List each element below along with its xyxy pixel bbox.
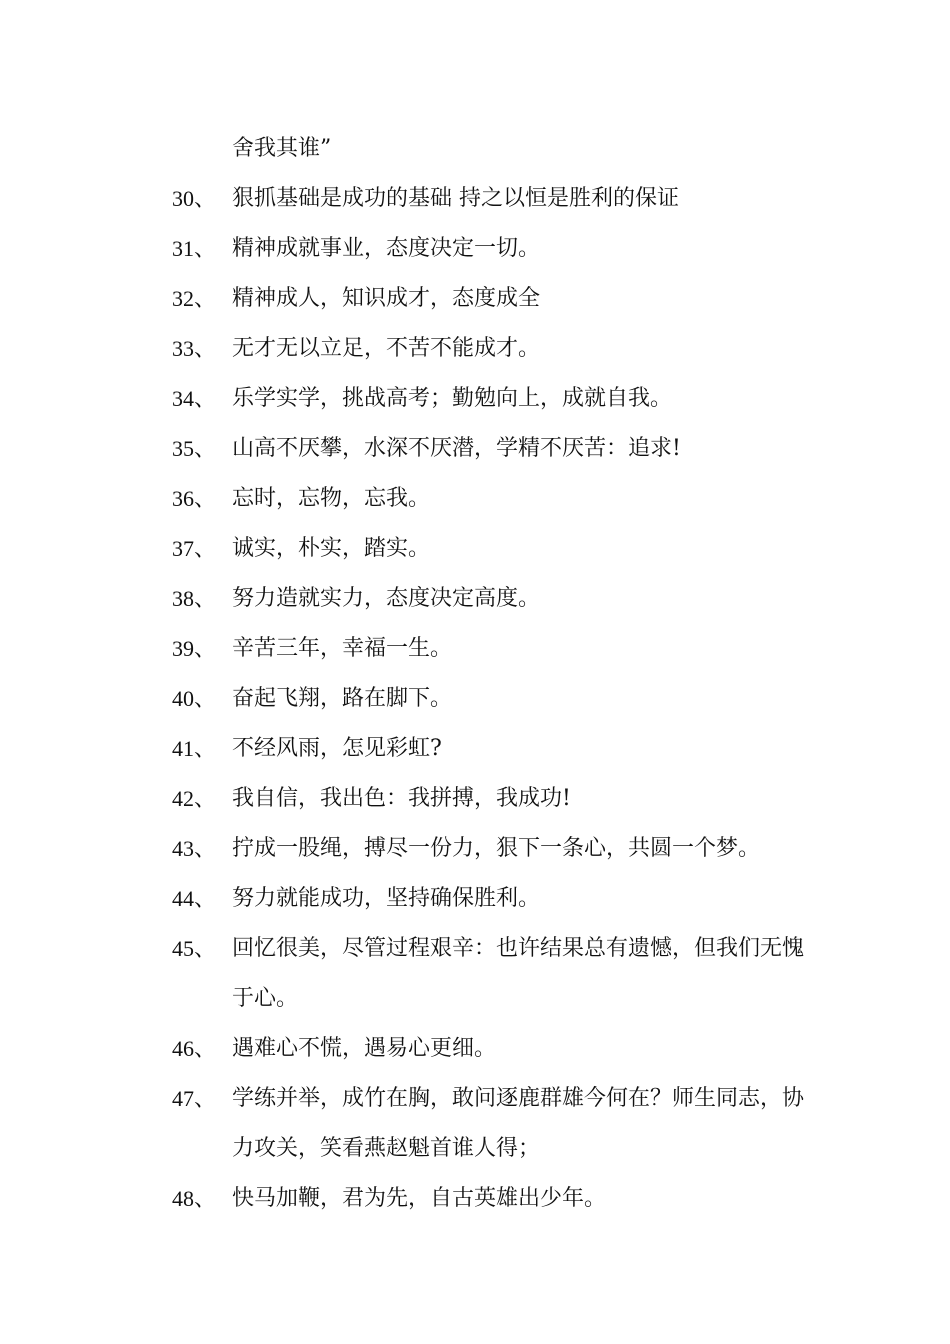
list-item-number: 41、 <box>172 736 217 761</box>
list-item-text: 遇难心不慌，遇易心更细。 <box>232 1036 497 1061</box>
list-item-text: 辛苦三年，幸福一生。 <box>232 636 453 661</box>
list-item-number: 39、 <box>172 636 217 661</box>
list-item-text: 我自信，我出色：我拼搏，我成功! <box>232 786 571 811</box>
list-item <box>172 524 822 574</box>
list-item <box>172 924 822 1024</box>
list-item-text: 诚实，朴实，踏实。 <box>232 536 431 561</box>
list-item <box>172 174 822 224</box>
list-item <box>172 374 822 424</box>
list-item <box>172 1024 822 1074</box>
list-item <box>172 624 822 674</box>
list-item <box>172 1074 822 1174</box>
slogan-list <box>172 124 822 1224</box>
list-item <box>172 424 822 474</box>
list-item <box>172 774 822 824</box>
list-item <box>172 1174 822 1224</box>
list-item <box>172 724 822 774</box>
list-item-number: 45、 <box>172 936 217 961</box>
list-item-number: 44、 <box>172 886 217 911</box>
list-item <box>172 324 822 374</box>
list-item-number: 32、 <box>172 286 217 311</box>
list-item-text: 拧成一股绳，搏尽一份力，狠下一条心，共圆一个梦。 <box>232 836 761 861</box>
list-item-text: 学练并举，成竹在胸，敢问逐鹿群雄今何在？师生同志，协力攻关，笑看燕赵魁首谁人得； <box>232 1086 805 1161</box>
list-item-number: 34、 <box>172 386 217 411</box>
list-item-number: 30、 <box>172 186 217 211</box>
list-item-text: 精神成人，知识成才，态度成全 <box>232 286 541 311</box>
list-item <box>172 674 822 724</box>
list-item <box>172 474 822 524</box>
list-item-text: 努力就能成功，坚持确保胜利。 <box>232 886 541 911</box>
list-item <box>172 874 822 924</box>
list-items <box>172 174 822 1224</box>
list-item-text: 乐学实学，挑战高考；勤勉向上，成就自我。 <box>232 386 673 411</box>
list-item-text: 奋起飞翔，路在脚下。 <box>232 686 453 711</box>
list-item-number: 38、 <box>172 586 217 611</box>
list-item-continuation <box>172 124 822 174</box>
list-item-number: 46、 <box>172 1036 217 1061</box>
list-item-text: 无才无以立足，不苦不能成才。 <box>232 336 541 361</box>
list-item <box>172 274 822 324</box>
list-item-number: 47、 <box>172 1086 217 1111</box>
list-item-text: 不经风雨，怎见彩虹? <box>232 736 442 761</box>
list-item <box>172 824 822 874</box>
list-item-number: 43、 <box>172 836 217 861</box>
list-item-text: 精神成就事业，态度决定一切。 <box>232 236 541 261</box>
list-item-text: 努力造就实力，态度决定高度。 <box>232 586 541 611</box>
list-item-text: 回忆很美，尽管过程艰辛：也许结果总有遗憾，但我们无愧于心。 <box>232 936 805 1011</box>
list-item <box>172 574 822 624</box>
list-item-text: 山高不厌攀，水深不厌潜，学精不厌苦：追求! <box>232 436 681 461</box>
list-item-number: 35、 <box>172 436 217 461</box>
list-item-number: 31、 <box>172 236 217 261</box>
list-item-text: 狠抓基础是成功的基础 持之以恒是胜利的保证 <box>232 186 679 211</box>
list-item-number: 42、 <box>172 786 217 811</box>
list-item-text: 忘时，忘物，忘我。 <box>232 486 431 511</box>
list-item-number: 40、 <box>172 686 217 711</box>
list-item <box>172 224 822 274</box>
list-item-text: 舍我其谁” <box>232 136 332 161</box>
list-item-number: 33、 <box>172 336 217 361</box>
list-item-number: 36、 <box>172 486 217 511</box>
list-item-number: 37、 <box>172 536 217 561</box>
list-item-text: 快马加鞭，君为先，自古英雄出少年。 <box>232 1186 607 1211</box>
list-item-number: 48、 <box>172 1186 217 1211</box>
